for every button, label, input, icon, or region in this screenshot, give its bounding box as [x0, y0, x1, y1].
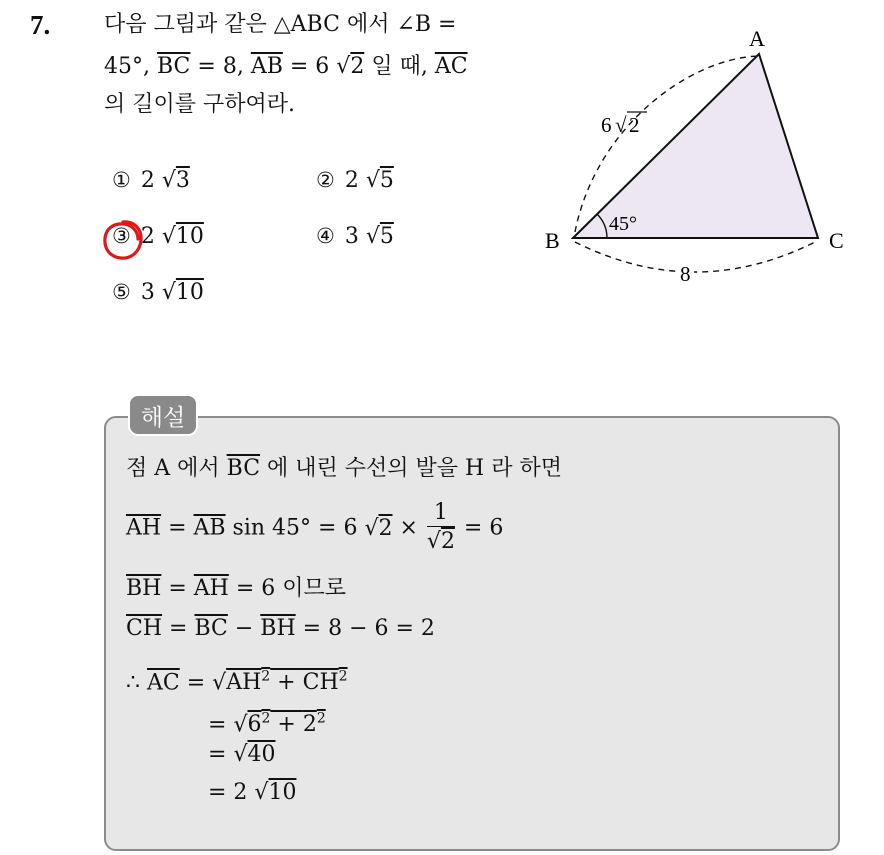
svg-text:√: √ [615, 113, 627, 137]
sol-text-2: 에 내린 수선의 발을 H 라 하면 [260, 456, 562, 481]
ab-coef: = 6 [282, 54, 337, 79]
question-number: 7. [30, 10, 51, 40]
question-text-1: 다음 그림과 같은 △ABC 에서 ∠B = [104, 12, 457, 37]
choice-4-sqrt: √5 [365, 224, 394, 249]
sol-sqrt-6: $√6^2 + 2^2$ [233, 711, 326, 738]
choice-2-mark: ② [316, 168, 335, 192]
sol-segment-ac: $\overline{AC}$ [147, 670, 180, 696]
sol-segment-bc: $\overline{BC}$ [226, 456, 261, 481]
answer-circle-mark [101, 218, 145, 262]
choice-5-coef: 3 [140, 280, 155, 305]
choice-2[interactable] [316, 168, 394, 193]
therefore-symbol: ∴ [126, 670, 147, 696]
segment-ab: $\overline{AB}$ [250, 54, 283, 79]
question-connector: 일 때, [364, 54, 435, 79]
sol-sqrt-10: √10 [254, 780, 297, 805]
solution-tab: 해설 [128, 394, 198, 436]
choice-3-sqrt: √10 [161, 224, 204, 249]
segment-bc: $\overline{BC}$ [156, 54, 191, 79]
sol-sqrt-2: √2 [364, 515, 393, 541]
sol-fraction: $\frac{1}{√2}$ [426, 500, 455, 554]
solution-line-3 [126, 574, 346, 604]
sol-eq-4: = [162, 616, 195, 641]
choice-5-sqrt: √10 [161, 280, 204, 305]
solution-line-8 [208, 778, 296, 808]
sol-sqrt-sum: $√AH^2 + CH^2$ [212, 669, 348, 696]
angle-value: 45°, [104, 54, 157, 79]
choice-4-mark: ④ [316, 224, 335, 248]
choice-2-coef: 2 [344, 168, 359, 193]
sqrt-2: √2 [336, 54, 365, 79]
side-ab-label [601, 112, 647, 137]
sol-text-3: = 6 이므로 [228, 576, 347, 601]
sol-segment-ch: $\overline{CH}$ [126, 616, 163, 641]
choice-1-mark: ① [112, 168, 131, 192]
sol-eq-8: = 2 [208, 780, 255, 805]
side-bc-label: 8 [680, 262, 691, 286]
sol-sin: sin 45° = 6 [225, 515, 365, 541]
solution-line-2 [126, 500, 503, 557]
vertex-a-label: A [749, 26, 765, 51]
question-line-2 [104, 52, 468, 82]
solution-line-5 [126, 662, 348, 698]
sol-minus: − [227, 616, 261, 641]
choice-2-sqrt: √5 [365, 168, 394, 193]
question-line-1 [104, 10, 456, 40]
solution-line-6 [208, 704, 326, 740]
solution-line-4 [126, 614, 435, 644]
sol-segment-bh: $\overline{BH}$ [126, 576, 162, 601]
sol-segment-bh-4: $\overline{BH}$ [260, 616, 296, 641]
sol-eq: = [161, 515, 194, 541]
choice-4[interactable] [316, 224, 394, 249]
sol-segment-ah: $\overline{AH}$ [126, 515, 162, 541]
svg-text:6: 6 [601, 113, 612, 137]
svg-text:2: 2 [629, 113, 640, 137]
sol-times: × [392, 515, 425, 541]
sol-segment-bc-4: $\overline{BC}$ [194, 616, 228, 641]
angle-label: 45° [609, 213, 637, 235]
vertex-c-label: C [829, 228, 844, 253]
choice-3-coef: 2 [140, 224, 155, 249]
question-line-3: 의 길이를 구하여라. [104, 92, 295, 117]
triangle-abc [573, 54, 818, 238]
segment-ac: $\overline{AC}$ [434, 54, 468, 79]
vertex-b-label: B [545, 228, 560, 253]
solution-line-7 [208, 740, 275, 770]
sol-eq-6: = [208, 712, 234, 738]
choice-5[interactable] [112, 280, 204, 305]
sol-segment-ah-3: $\overline{AH}$ [193, 576, 229, 601]
sol-text: 점 A 에서 [126, 456, 227, 481]
choice-5-mark: ⑤ [112, 280, 131, 304]
sol-text-4: = 8 − 6 = 2 [295, 616, 435, 641]
triangle-figure [535, 20, 855, 295]
sol-eq-5: = [179, 670, 213, 696]
sol-segment-ab: $\overline{AB}$ [193, 515, 226, 541]
choice-1[interactable] [112, 168, 190, 193]
sol-result: = 6 [456, 515, 504, 541]
solution-line-1 [126, 454, 562, 484]
arc-bc [575, 242, 815, 272]
choice-1-sqrt: √3 [161, 168, 190, 193]
choice-1-coef: 2 [140, 168, 155, 193]
choice-3-mark: ③ [112, 224, 131, 248]
choice-4-coef: 3 [344, 224, 359, 249]
sol-eq-3: = [161, 576, 194, 601]
sol-eq-7: = [208, 742, 234, 767]
sol-sqrt-40: √40 [233, 742, 276, 767]
bc-value: = 8, [190, 54, 251, 79]
